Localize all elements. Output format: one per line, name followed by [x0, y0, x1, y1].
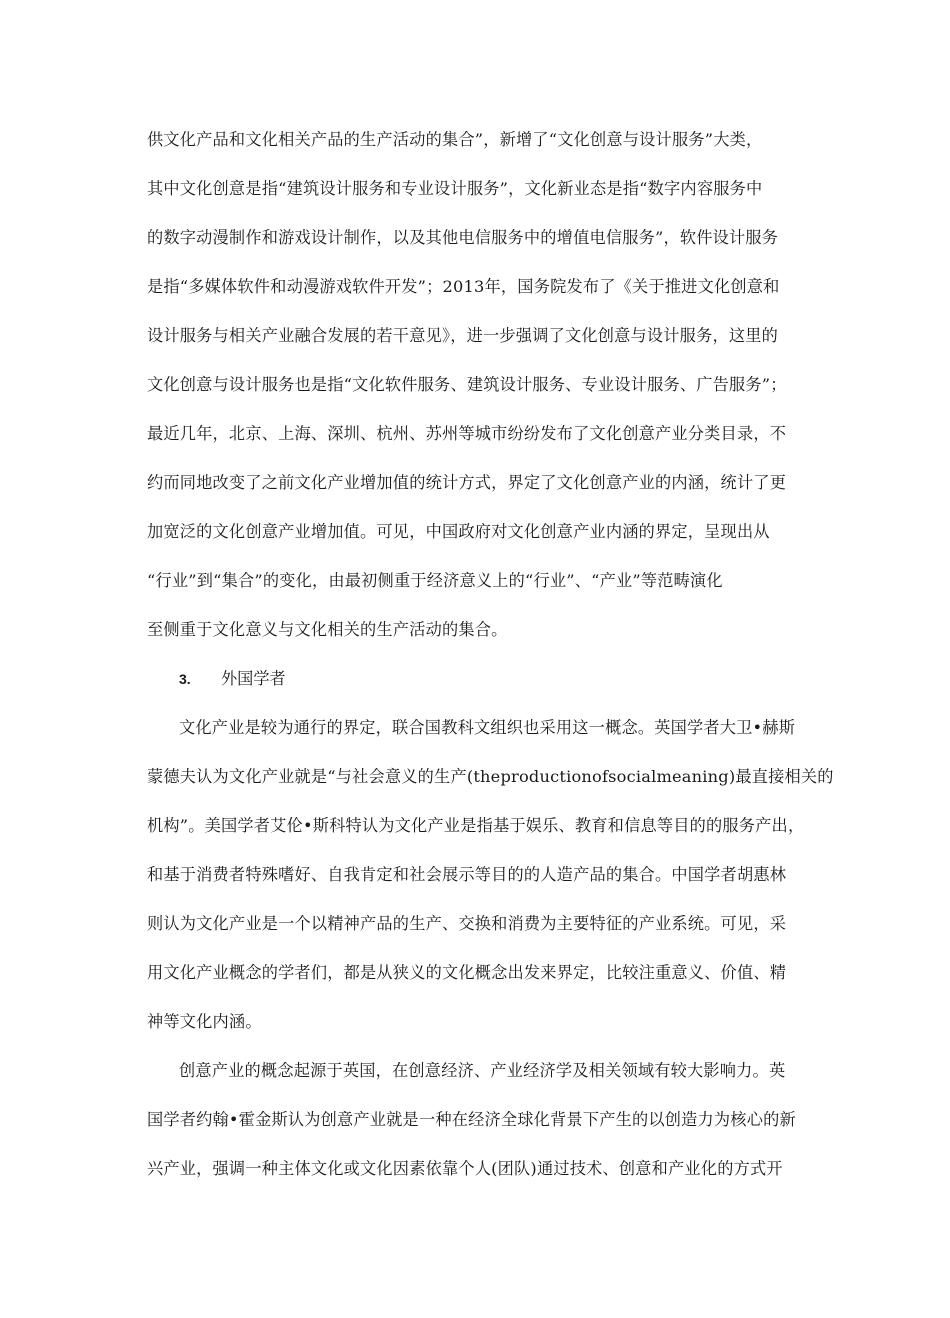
- text-line: 蒙德夫认为文化产业就是“与社会意义的生产(theproductionofsocialmeaning)最直接相关的: [147, 767, 834, 786]
- text-line: 文化产业是较为通行的界定，联合国教科文组织也采用这一概念。英国学者大卫•赫斯: [179, 718, 796, 737]
- document-page: [147, 128, 834, 1206]
- text-line: 机构”。美国学者艾伦•斯科特认为文化产业是指基于娱乐、教育和信息等目的的服务产出，: [147, 816, 805, 835]
- paragraph-gov-definition: [147, 128, 809, 667]
- text-line: 文化创意与设计服务也是指“文化软件服务、建筑设计服务、专业设计服务、广告服务”；: [147, 375, 787, 394]
- text-line: 神等文化内涵。: [147, 1012, 262, 1031]
- section-heading: [147, 667, 809, 716]
- text-line: 的数字动漫制作和游戏设计制作，以及其他电信服务中的增值电信服务”，软件设计服务: [147, 228, 779, 247]
- text-line: 最近几年，北京、上海、深圳、杭州、苏州等城市纷纷发布了文化创意产业分类目录，不: [147, 424, 787, 443]
- paragraph-creative-industry: [147, 1059, 809, 1206]
- text-line: 约而同地改变了之前文化产业增加值的统计方式，界定了文化创意产业的内涵，统计了更: [147, 473, 787, 492]
- text-line: 则认为文化产业是一个以精神产品的生产、交换和消费为主要特征的产业系统。可见，采: [147, 914, 787, 933]
- text-line: 设计服务与相关产业融合发展的若干意见》，进一步强调了文化创意与设计服务，这里的: [147, 326, 779, 345]
- paragraph-cultural-industry: [147, 716, 834, 1059]
- text-line: 是指“多媒体软件和动漫游戏软件开发”；2013年，国务院发布了《关于推进文化创意和: [147, 277, 780, 296]
- text-line: 其中文化创意是指“建筑设计服务和专业设计服务”，文化新业态是指“数字内容服务中: [147, 179, 763, 198]
- text-line: 供文化产品和文化相关产品的生产活动的集合”，新增了“文化创意与设计服务”大类，: [147, 130, 763, 149]
- text-line: 加宽泛的文化创意产业增加值。可见，中国政府对文化创意产业内涵的界定，呈现出从: [147, 522, 770, 541]
- text-line: 用文化产业概念的学者们，都是从狭义的文化概念出发来界定，比较注重意义、价值、精: [147, 963, 787, 982]
- text-line: 国学者约翰•霍金斯认为创意产业就是一种在经济全球化背景下产生的以创造力为核心的新: [147, 1110, 796, 1129]
- heading-number: 3.: [179, 671, 191, 687]
- text-line: 兴产业，强调一种主体文化或文化因素依靠个人(团队)通过技术、创意和产业化的方式开: [147, 1159, 783, 1178]
- text-line: “行业”到“集合”的变化，由最初侧重于经济意义上的“行业”、“产业”等范畴演化: [147, 571, 723, 590]
- text-line: 至侧重于文化意义与文化相关的生产活动的集合。: [147, 620, 508, 639]
- text-line: 和基于消费者特殊嗜好、自我肯定和社会展示等目的的人造产品的集合。中国学者胡惠林: [147, 865, 787, 884]
- heading-title: 外国学者: [221, 669, 286, 688]
- text-line: 创意产业的概念起源于英国，在创意经济、产业经济学及相关领域有较大影响力。英: [179, 1061, 786, 1080]
